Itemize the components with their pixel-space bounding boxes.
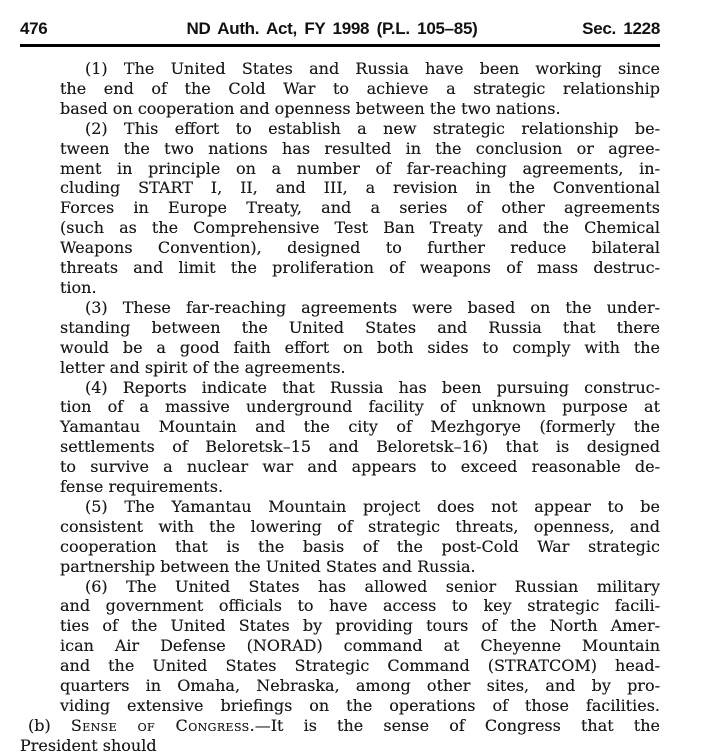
text-line: settlements of Beloretsk–15 and Beloretsk–16) that is designed: [60, 437, 660, 457]
finding-paragraph-4: [60, 378, 660, 497]
text-line: cooperation that is the basis of the post-Cold War strategic: [60, 536, 660, 556]
subsection-b-line: [20, 716, 660, 736]
subsection-b: [20, 716, 660, 756]
text-line: fense requirements.: [60, 477, 224, 497]
subsection-text: It is the sense of Congress that the: [270, 715, 661, 735]
text-line: ties of the United States by providing tours of the North Amer-: [60, 616, 660, 636]
text-line: cluding START I, II, and III, a revision in the Conventional: [60, 178, 660, 198]
text-line: (3) These far-reaching agreements were based on the under-: [85, 297, 660, 317]
page-header: [20, 19, 660, 39]
text-line: Weapons Convention), designed to further reduce bilateral: [60, 238, 660, 258]
text-line: tion.: [60, 277, 97, 297]
text-line: based on cooperation and openness between the two nations.: [60, 98, 561, 118]
text-line: Yamantau Mountain and the city of Mezhgorye (formerly the: [60, 417, 660, 437]
text-line: tion of a massive underground facility of unknown purpose at: [60, 397, 660, 417]
finding-paragraph-3: [60, 298, 660, 378]
text-line: (5) The Yamantau Mountain project does not appear to be: [85, 496, 660, 516]
text-line: (1) The United States and Russia have been working since: [85, 59, 660, 78]
header-rule: [20, 44, 660, 47]
partial-continuation-line: President should: [20, 735, 157, 755]
text-line: standing between the United States and Russia that there: [60, 317, 660, 337]
text-line: partnership between the United States and Russia.: [60, 556, 476, 576]
text-line: (4) Reports indicate that Russia has been pursuing construc-: [85, 377, 660, 397]
text-line: (such as the Comprehensive Test Ban Treaty and the Chemical: [60, 218, 660, 238]
subsection-heading-punct: .—: [249, 715, 271, 735]
text-line: Forces in Europe Treaty, and a series of other agreements: [60, 198, 660, 218]
text-line: (6) The United States has allowed senior Russian military: [85, 576, 660, 596]
text-line: ment in principle on a number of far-reaching agreements, in-: [60, 158, 660, 178]
text-line: and the United States Strategic Command (STRATCOM) head-: [60, 656, 660, 676]
text-line: (2) This effort to establish a new strategic relationship be-: [85, 118, 660, 138]
text-line: letter and spirit of the agreements.: [60, 357, 346, 377]
finding-paragraph-6: [60, 577, 660, 716]
finding-paragraph-1: [60, 59, 660, 119]
text-line: the end of the Cold War to achieve a strategic relationship: [60, 78, 660, 98]
header-section-number: Sec. 1228: [582, 19, 660, 38]
header-title: ND Auth. Act, FY 1998 (P.L. 105–85): [186, 19, 478, 38]
page-number: 476: [20, 19, 48, 38]
text-line: consistent with the lowering of strategic threats, openness, and: [60, 516, 660, 536]
text-line: ican Air Defense (NORAD) command at Cheyenne Mountain: [60, 636, 660, 656]
text-line: to survive a nuclear war and appears to exceed reasonable de-: [60, 457, 660, 477]
text-line: viding extensive briefings on the operations of those facilities.: [60, 696, 660, 715]
text-line: and government officials to have access to key strategic facili-: [60, 596, 660, 616]
text-line: threats and limit the proliferation of weapons of mass destruc-: [60, 258, 660, 278]
text-column: [20, 59, 660, 756]
subsection-heading: Sense of Congress: [70, 715, 250, 735]
findings-section: [60, 59, 660, 716]
text-line: would be a good faith effort on both sides to comply with the: [60, 337, 660, 357]
subsection-label: (b): [28, 715, 71, 735]
text-line: tween the two nations has resulted in the conclusion or agree-: [60, 138, 660, 158]
text-line: quarters in Omaha, Nebraska, among other sites, and by pro-: [60, 676, 660, 696]
finding-paragraph-5: [60, 497, 660, 577]
finding-paragraph-2: [60, 119, 660, 298]
